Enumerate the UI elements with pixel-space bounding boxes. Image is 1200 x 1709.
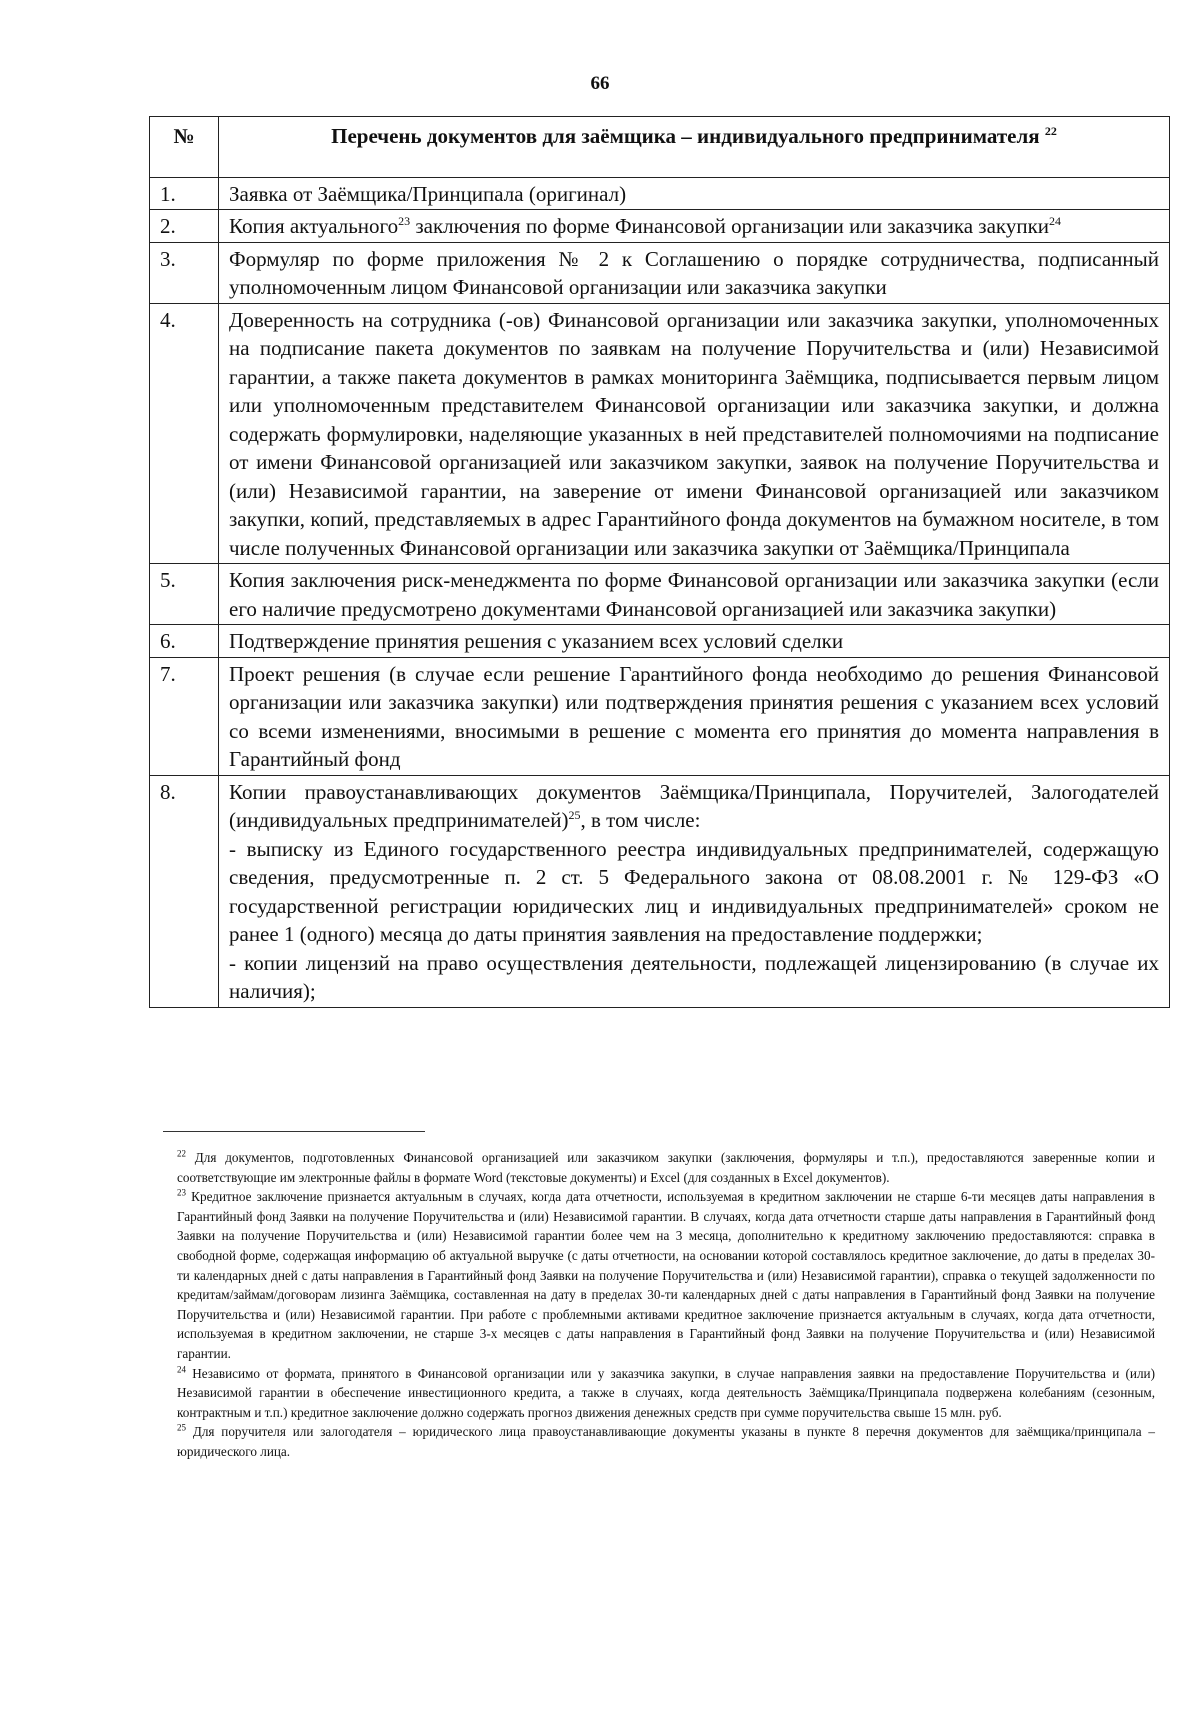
table-row (150, 303, 1170, 564)
row-text: Заявка от Заёмщика/Принципала (оригинал) (219, 177, 1170, 210)
footnote-ref-25: 25 (568, 808, 581, 822)
page-number: 66 (590, 73, 610, 94)
footnote-text: Независимо от формата, принятого в Финансовой организации или у заказчика закупки, в случае направления заявки на предоставление Поручительства и (или) Независимой гарантии в обеспечение инвестиционного кредита, а также в случаях, когда деятельность Заёмщика/Принципала подвержена колебаниям (сезонным, контрактным и т.п.) кредитное заключение должно содержать прогноз движения денежных средств при сумме поручительства свыше 15 млн. руб. (177, 1365, 1155, 1420)
footnotes (177, 1148, 1155, 1462)
footnote-mark: 24 (177, 1364, 186, 1375)
row-number: 6. (150, 625, 219, 658)
footnote-ref-22: 22 (1044, 124, 1057, 138)
row-intro (229, 778, 1159, 835)
table-row (150, 242, 1170, 303)
footnote-ref-23: 23 (398, 214, 411, 228)
header-num: № (150, 117, 219, 178)
row-text: Подтверждение принятия решения с указанием всех условий сделки (219, 625, 1170, 658)
row-number: 2. (150, 210, 219, 243)
footnote-text: Для документов, подготовленных Финансовой организацией или заказчиком закупки (заключения, формуляры и т.п.), предоставляются заверенные копии и соответствующие им электронные файлы в формате Word (текстовые документы) и Excel (для созданных в Excel документов). (177, 1150, 1155, 1185)
table-row (150, 625, 1170, 658)
footnote-22 (177, 1148, 1155, 1187)
row-text (219, 775, 1170, 1007)
footnote-text: Кредитное заключение признается актуальным в случаях, когда дата отчетности, используемая в кредитном заключении не старше 6-ти месяцев даты направления в Гарантийный фонд Заявки на получение Поручительства и (или) Независимой гарантии. В случаях, когда дата отчетности старше даты направления в Гарантийный фонд Заявки на получение Поручительства и (или) Независимой гарантии более чем на 3 месяца, дополнительно к кредитному заключению предоставляются: справка в свободной форме, содержащая информацию об актуальной выручке (с даты отчетности, на основании которой составлялось кредитное заключение, до даты в пределах 30-ти календарных дней с даты направления в Гарантийный фонд Заявки на получение Поручительства и (или) Независимой гарантии), справка о текущей задолженности по кредитам/займам/договорам лизинга Заёмщика, составленная на дату в пределах 30-ти календарных дней с даты направления в Гарантийный фонд Заявки на получение Поручительства и (или) Независимой гарантии. При работе с проблемными активами кредитное заключение признается актуальным в случаях, когда дата отчетности, используемая в кредитном заключении, не старше 3-х месяцев с даты направления в Гарантийный фонд Заявки на получение Поручительства и (или) Независимой гарантии. (177, 1189, 1155, 1361)
row-text: Копия заключения риск-менеджмента по форме Финансовой организации или заказчика закупки (если его наличие предусмотрено документами Финансовой организацией или заказчика закупки) (219, 564, 1170, 625)
header-title (219, 117, 1170, 178)
row-text-part: Копия актуального (229, 214, 399, 238)
row-list-item: - копии лицензий на право осуществления деятельности, подлежащей лицензированию (в случае их наличия); (229, 950, 1159, 1003)
row-number: 5. (150, 564, 219, 625)
footnote-24 (177, 1364, 1155, 1423)
footnote-mark: 23 (177, 1187, 186, 1198)
table-row (150, 210, 1170, 243)
table-row (150, 775, 1170, 1007)
row-list-item: - выписку из Единого государственного реестра индивидуальных предпринимателей, содержащую сведения, предусмотренные п. 2 ст. 5 Федерального закона от 08.08.2001 г. № 129-ФЗ «О государственной регистрации юридических лиц и индивидуальных предпринимателей» сроком не ранее 1 (одного) месяца до даты принятия заявления на предоставление поддержки; (229, 836, 1159, 946)
table-row (150, 564, 1170, 625)
footnote-mark: 22 (177, 1148, 186, 1159)
row-text-part: , в том числе: (580, 808, 701, 832)
row-number: 4. (150, 303, 219, 564)
row-number: 7. (150, 657, 219, 775)
table-row (150, 177, 1170, 210)
row-text-part: заключения по форме Финансовой организации или заказчика закупки (410, 214, 1050, 238)
row-text: Доверенность на сотрудника (-ов) Финансовой организации или заказчика закупки, уполномоченных на подписание пакета документов по заявкам на получение Поручительства и (или) Независимой гарантии, а также пакета документов в рамках мониторинга Заёмщика, подписывается первым лицом или уполномоченным представителем Финансовой организации или заказчика закупки, и должна содержать формулировки, наделяющие указанных в ней представителей полномочиями на подписание от имени Финансовой организацией или заказчиком закупки, заявок на получение Поручительства и (или) Независимой гарантии, на заверение от имени Финансовой организацией или заказчиком закупки, копий, представляемых в адрес Гарантийного фонда документов на бумажном носителе, в том числе полученных Финансовой организации или заказчика закупки от Заёмщика/Принципала (219, 303, 1170, 564)
row-text (219, 210, 1170, 243)
row-text: Формуляр по форме приложения № 2 к Соглашению о порядке сотрудничества, подписанный уполномоченным лицом Финансовой организации или заказчика закупки (219, 242, 1170, 303)
table-header-row (150, 117, 1170, 178)
footnote-ref-24: 24 (1049, 214, 1062, 228)
row-number: 8. (150, 775, 219, 1007)
footnote-mark: 25 (177, 1422, 186, 1433)
header-title-text: Перечень документов для заёмщика – индивидуального предпринимателя (331, 124, 1040, 148)
row-text-part: Копии правоустанавливающих документов Заёмщика/Принципала, Поручителей, Залогодателей (индивидуальных предпринимателей) (229, 779, 1159, 832)
footnote-23 (177, 1187, 1155, 1363)
footnote-separator (163, 1131, 425, 1132)
row-number: 3. (150, 242, 219, 303)
row-text: Проект решения (в случае если решение Гарантийного фонда необходимо до решения Финансовой организации или заказчика закупки) или подтверждения принятия решения с указанием всех условий со всеми изменениями, вносимыми в решение с момента его принятия до момента направления в Гарантийный фонд (219, 657, 1170, 775)
row-number: 1. (150, 177, 219, 210)
documents-table (149, 116, 1170, 1008)
footnote-text: Для поручителя или залогодателя – юридического лица правоустанавливающие документы указаны в пункте 8 перечня документов для заёмщика/принципала – юридического лица. (177, 1424, 1155, 1459)
table-row (150, 657, 1170, 775)
footnote-25 (177, 1422, 1155, 1461)
